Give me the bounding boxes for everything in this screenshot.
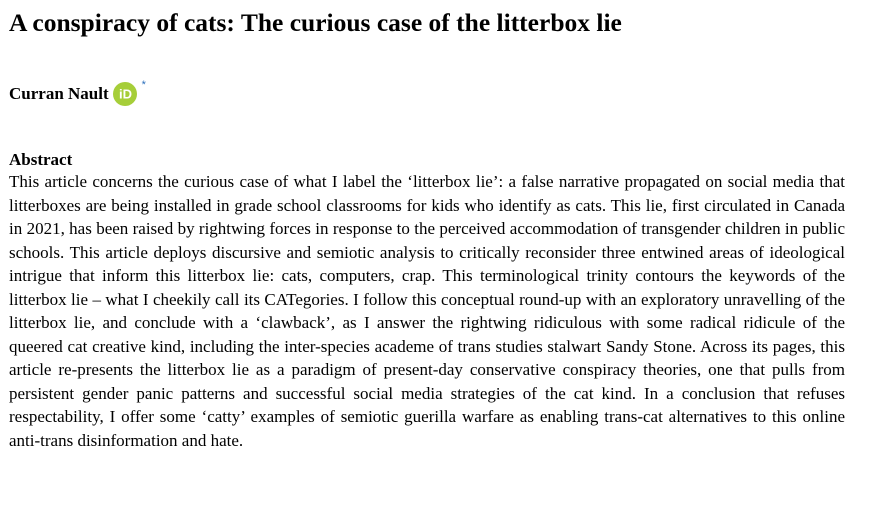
orcid-icon[interactable]: [113, 82, 137, 106]
corresponding-author-mark[interactable]: *: [141, 79, 146, 91]
author-name[interactable]: Curran Nault: [9, 84, 109, 103]
abstract-text: This article concerns the curious case of what I label the ‘litterbox lie’: a false narrative propagated on social media that litterboxes are being installed in grade school classrooms for kids who identify as cats. This lie, first circulated in Canada in 2021, has been raised by rightwing forces in response to the perceived accommodation of transgender children in public schools. This article deploys discursive and semiotic analysis to critically reconsider three entwined areas of ideological intrigue that inform this litterbox lie: cats, computers, crap. This terminological trinity contours the keywords of the litterbox lie – what I cheekily call its CATegories. I follow this conceptual round-up with an exploratory unravelling of the litterbox lie, and conclude with a ‘clawback’, as I answer the rightwing ridiculous with some radical ridicule of the queered cat creative kind, including the inter-species academe of trans studies stalwart Sandy Stone. Across its pages, this article re-presents the litterbox lie as a paradigm of present-day conservative conspiracy theories, one that pulls from persistent gender panic patterns and successful social media strategies of the cat kind. In a conclusion that refuses respectability, I offer some ‘catty’ examples of semiotic guerilla warfare as enabling trans-cat alternatives to this online anti-trans disinformation and hate.: [9, 172, 845, 450]
orcid-badge-label: iD: [118, 86, 132, 102]
author-line: [9, 81, 146, 107]
article-title: A conspiracy of cats: The curious case of the litterbox lie: [9, 8, 622, 37]
abstract-section: [9, 149, 845, 452]
abstract-heading: Abstract: [9, 150, 73, 169]
